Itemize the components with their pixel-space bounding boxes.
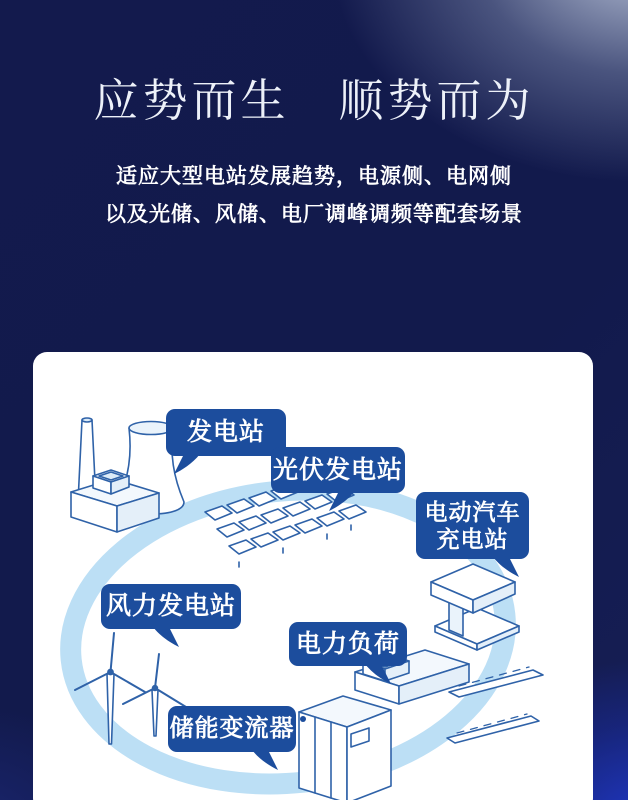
scenario-card	[33, 352, 593, 800]
bubble-pv-plant	[271, 447, 405, 493]
bubble-tail	[174, 454, 200, 474]
bubble-wind-plant	[101, 584, 241, 629]
bubble-storage-converter-label: 储能变流器	[169, 715, 295, 743]
bubble-power-load-label: 电力负荷	[295, 629, 400, 658]
page-title: 应势而生 顺势而为	[93, 75, 535, 126]
bubble-storage-converter	[168, 706, 296, 752]
hero-subtitle	[0, 158, 628, 234]
bubble-wind-plant-label: 风力发电站	[105, 592, 236, 621]
bubble-power-load	[289, 622, 407, 666]
bubble-ev-charging-label-line1: 电动汽车	[424, 499, 521, 526]
bubble-tail	[329, 491, 355, 511]
bubble-tail	[153, 627, 179, 647]
bubble-ev-charging	[416, 492, 529, 559]
hero-subtitle-line2: 以及光储、风储、电厂调峰调频等配套场景	[105, 203, 523, 226]
bubble-pv-plant-label: 光伏发电站	[272, 455, 403, 484]
bubble-ev-charging-label-line2: 充电站	[436, 525, 509, 552]
bubble-power-plant-label: 发电站	[186, 418, 265, 447]
bubble-tail	[493, 557, 519, 577]
bubble-power-plant	[166, 409, 286, 456]
bubble-tail	[365, 664, 391, 684]
storage-converter-cabinet-icon	[299, 696, 391, 800]
bubble-tail	[252, 750, 278, 770]
hero-subtitle-line1: 适应大型电站发展趋势，电源侧、电网侧	[116, 165, 512, 188]
